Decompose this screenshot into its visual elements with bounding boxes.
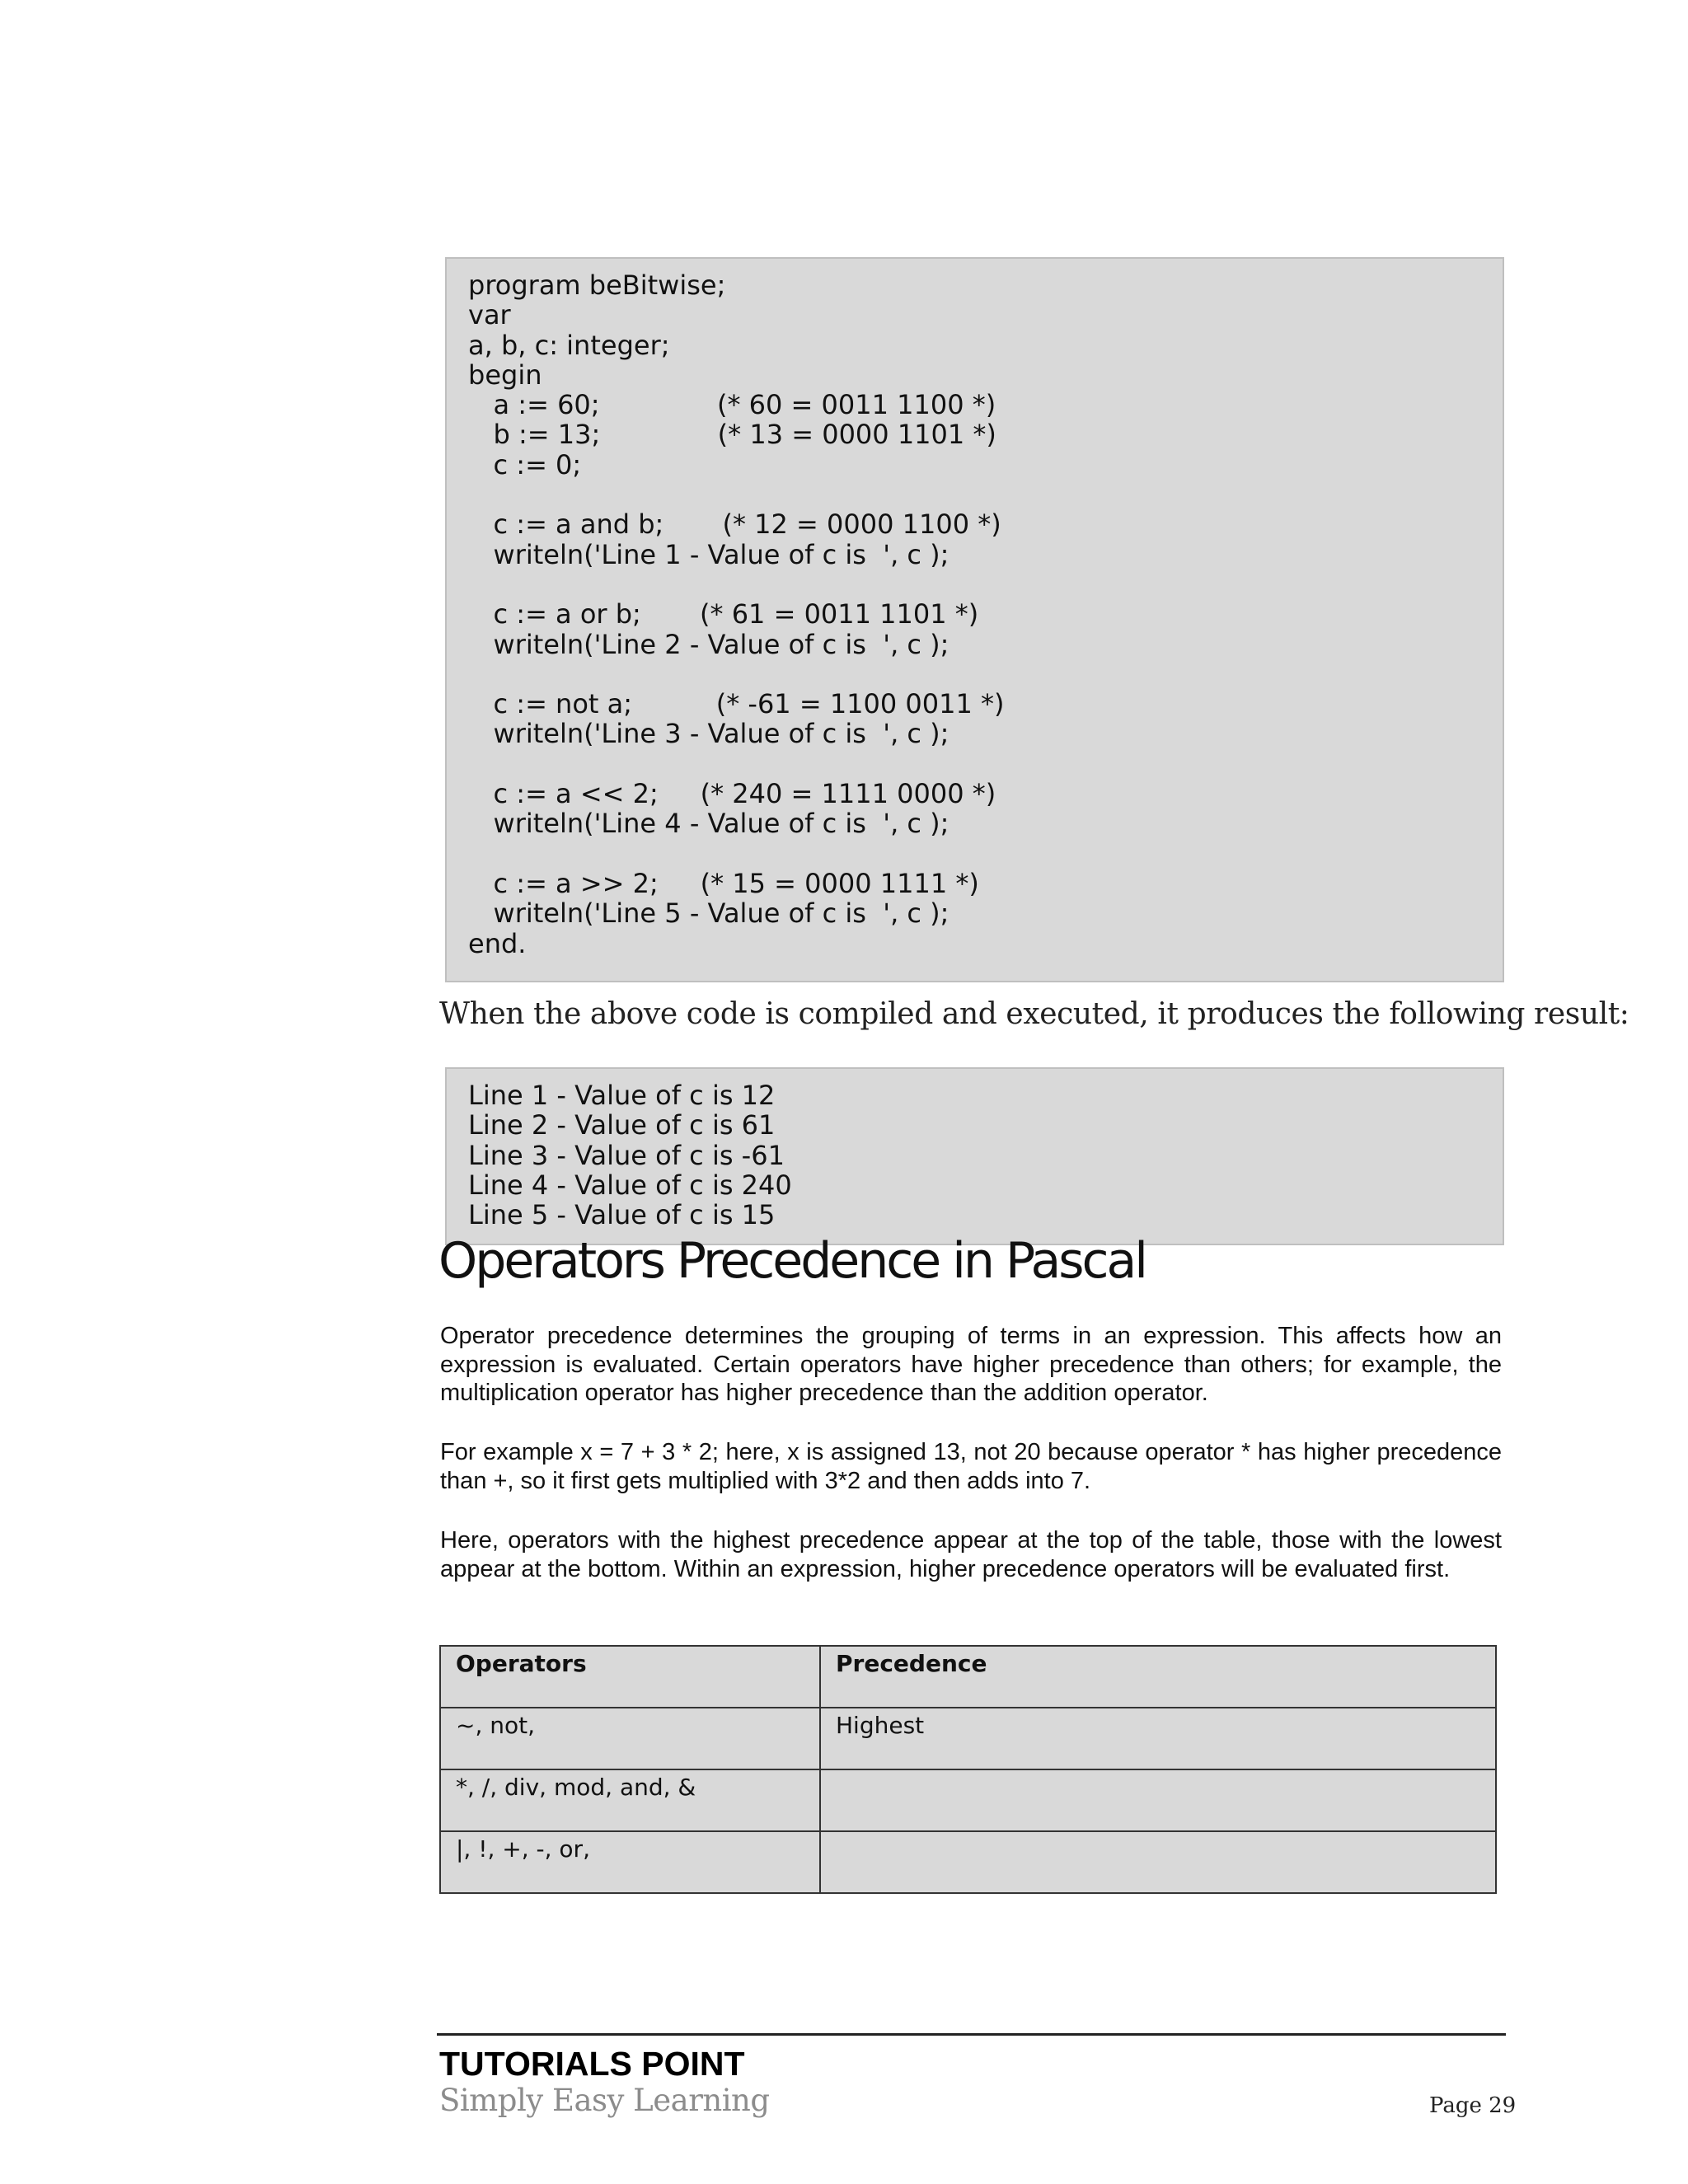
footer-tagline: Simply Easy Learning	[439, 2083, 770, 2118]
table-cell-precedence	[820, 1769, 1496, 1831]
result-intro-text: When the above code is compiled and executed, it produces the following result:	[439, 997, 1629, 1031]
precedence-table	[439, 1645, 1497, 1894]
table-header-operators: Operators	[440, 1646, 820, 1708]
result-listing: Line 1 - Value of c is 12 Line 2 - Value of c is 61 Line 3 - Value of c is -61 Line 4 - Value of c is 240 Line 5 - Value of c is 15	[468, 1080, 792, 1231]
paragraph-precedence-definition: Operator precedence determines the grouping of terms in an expression. This affects how an expression is evaluated. Certain operators have higher precedence than others; for example, the multiplication operator has higher precedence than the addition operator.	[440, 1323, 1502, 1406]
paragraph-precedence-example: For example x = 7 + 3 * 2; here, x is assigned 13, not 20 because operator * has higher precedence than +, so it first gets multiplied with 3*2 and then adds into 7.	[440, 1439, 1502, 1494]
table-cell-precedence	[820, 1831, 1496, 1893]
table-cell-operators: *, /, div, mod, and, &	[440, 1769, 820, 1831]
paragraph-table-explanation: Here, operators with the highest precedence appear at the top of the table, those with the lowest appear at the bottom. Within an expression, higher precedence operators will be evaluated first.	[440, 1527, 1502, 1582]
table-cell-operators: ~, not,	[440, 1708, 820, 1769]
result-output-box	[445, 1067, 1504, 1245]
section-heading: Operators Precedence in Pascal	[438, 1232, 1146, 1290]
page-number: Page 29	[1429, 2093, 1517, 2118]
table-header-row	[440, 1646, 1496, 1708]
table-row	[440, 1831, 1496, 1893]
table-row	[440, 1769, 1496, 1831]
footer-divider	[437, 2033, 1506, 2036]
footer-brand: TUTORIALS POINT	[439, 2045, 745, 2083]
code-example-box	[445, 257, 1504, 982]
table-row	[440, 1708, 1496, 1769]
table-cell-operators: |, !, +, -, or,	[440, 1831, 820, 1893]
table-cell-precedence: Highest	[820, 1708, 1496, 1769]
code-listing: program beBitwise; var a, b, c: integer; begin a := 60; (* 60 = 0011 1100 *) b := 13; (* 13 = 0000 1101 *) c := 0; c := a and b; (* 12 = 0000 1100 *) writeln('Line 1 - Value of c is ', c ); c := a or b; (* 61 = 0011 1101 *) writeln('Line 2 - Value of c is ', c ); c := not a; (* -61 = 1100 0011 *) writeln('Line 3 - Value of c is ', c ); c := a << 2; (* 240 = 1111 0000 *) writeln('Line 4 - Value of c is ', c ); c := a >> 2; (* 15 = 0000 1111 *) writeln('Line 5 - Value of c is ', c ); end.	[468, 269, 1005, 959]
table-header-precedence: Precedence	[820, 1646, 1496, 1708]
